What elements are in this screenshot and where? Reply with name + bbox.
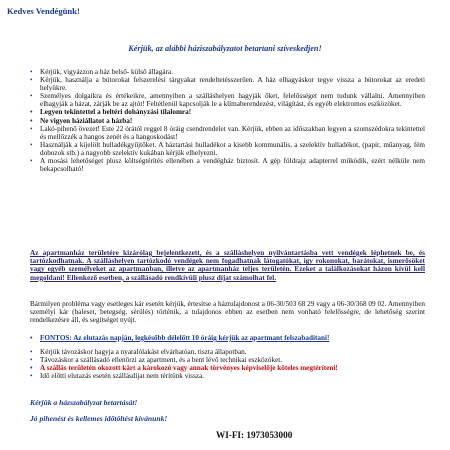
rules-list-1 xyxy=(30,68,425,173)
rule-item: • Távozáskor a szállásadó ellenőrzi az apartment, és a bent lévő technikai eszközöket. xyxy=(30,356,425,364)
damage-notice: • A szállás területén okozott kárt a károkozó vagy annak törvényes képviselője köteles megtéríteni! xyxy=(30,364,425,372)
rule-item-washing: • A mosási lehetőséget plusz költségtérítés ellenében a vendégház biztosít. A gép földrajz adapterrel működik, ezért nélküle nem bekapcsolható! xyxy=(30,157,425,173)
checkout-notice: • FONTOS: Az elutazás napján, legkésőbb délelőtt 10 óráig kérjük az apartmant felszabadítani! xyxy=(30,334,425,342)
rule-item: • Személyes dolgaikra és értékeikre, amennyiben a szálláshelyen hagyják őket, felelősséget nem tudunk vállalni. Amennyiben elhagyják a házat, zárják be az ajtót! Feltétlenül kapcsolják le a klímaberendezést, világítást, és egyéb elektromos eszközöket. xyxy=(30,92,425,108)
rule-item-no-pets: • Ne vigyen háziállatot a házba! xyxy=(30,117,425,125)
closing-wish: Jó pihenést és kellemes időtöltést kívánunk! xyxy=(30,414,168,423)
greeting: Kedves Vendégünk! xyxy=(7,6,80,16)
rule-item-waste: • Használják a kijelölt hulladékgyűjtőket. A háztartási hulladékot a kisebb kommunális, a szelektív hulladékot, (papír, műanyag, fém dobozok stb.) a nagyobb szelektív kukában kérjük elhelyezni. xyxy=(30,141,425,157)
subtitle: Kérjük, az alábbi háziszabályzatot betartani szíveskedjen! xyxy=(128,44,322,53)
rule-item: • Idő előtti elutazás esetén szállásdíjat nem térítünk vissza. xyxy=(30,372,425,380)
rule-item-no-smoking: • Legyen tekintettel a beltéri dohányzási tilalomra! xyxy=(30,108,425,116)
rule-item-quiet-hours: • Lakó-pihenő övezet! Este 22 órától reggel 8 óráig csendrendelet van. Kérjük, ebben az időszakban legyen a szomszédokra tekintettel és mellőzzék a hangos zenét és a hangoskodást! xyxy=(30,125,425,141)
wifi-password: WI-FI: 1973053000 xyxy=(216,430,293,440)
closing-request: Kérjük a házszabályzat betartását! xyxy=(30,398,138,407)
rules-list-2 xyxy=(30,334,425,380)
rule-item: • Kérjük, használja a bútorokat felszerelési tárgyakat rendeltetésszerűen. A ház elhagyáskor tegye vissza a bútorokat az eredeti helyükre. xyxy=(30,76,425,92)
rule-item: • Kérjük, vigyázzon a ház belső- külső állagára. xyxy=(30,68,425,76)
rule-item: • Kérjük távozáskor hagyja a nyaralólakást elvárhatóan, tiszta állapotban. xyxy=(30,348,425,356)
problem-contact-text: Bármilyen probléma vagy esetleges kár esetén kérjük, értesítse a háztulajdonost a 06-30/503 68 29 vagy a 06-30/368 09 02. Amennyiben személyi kár (baleset, betegség, sérülés) történik, a tulajdonos ebben az esetben nem vonható felelősségre, de lehetőség szerint rendelkezésre áll, és segítséget nyújt. xyxy=(30,300,425,325)
visitor-notice: Az apartmanház területére kizárólag bejelentkezett, és a szálláshelyen nyilvántartásba vett vendégek léphetnek be, és tartózkodhatnak. A szálláshelyen tartózkodó vendégek nem fogadhatnak látogatókat, így rokonokat, barátokat, ismerősöket vagy egyéb személyeket az apartmanban, illetve az apartmanház teljes területén. Ezeket a találkozásokat házon kívül kell megoldani! Ellenkező esetben, a szállásadó rendkívüli plusz díjat számolhat fel. xyxy=(30,248,425,282)
